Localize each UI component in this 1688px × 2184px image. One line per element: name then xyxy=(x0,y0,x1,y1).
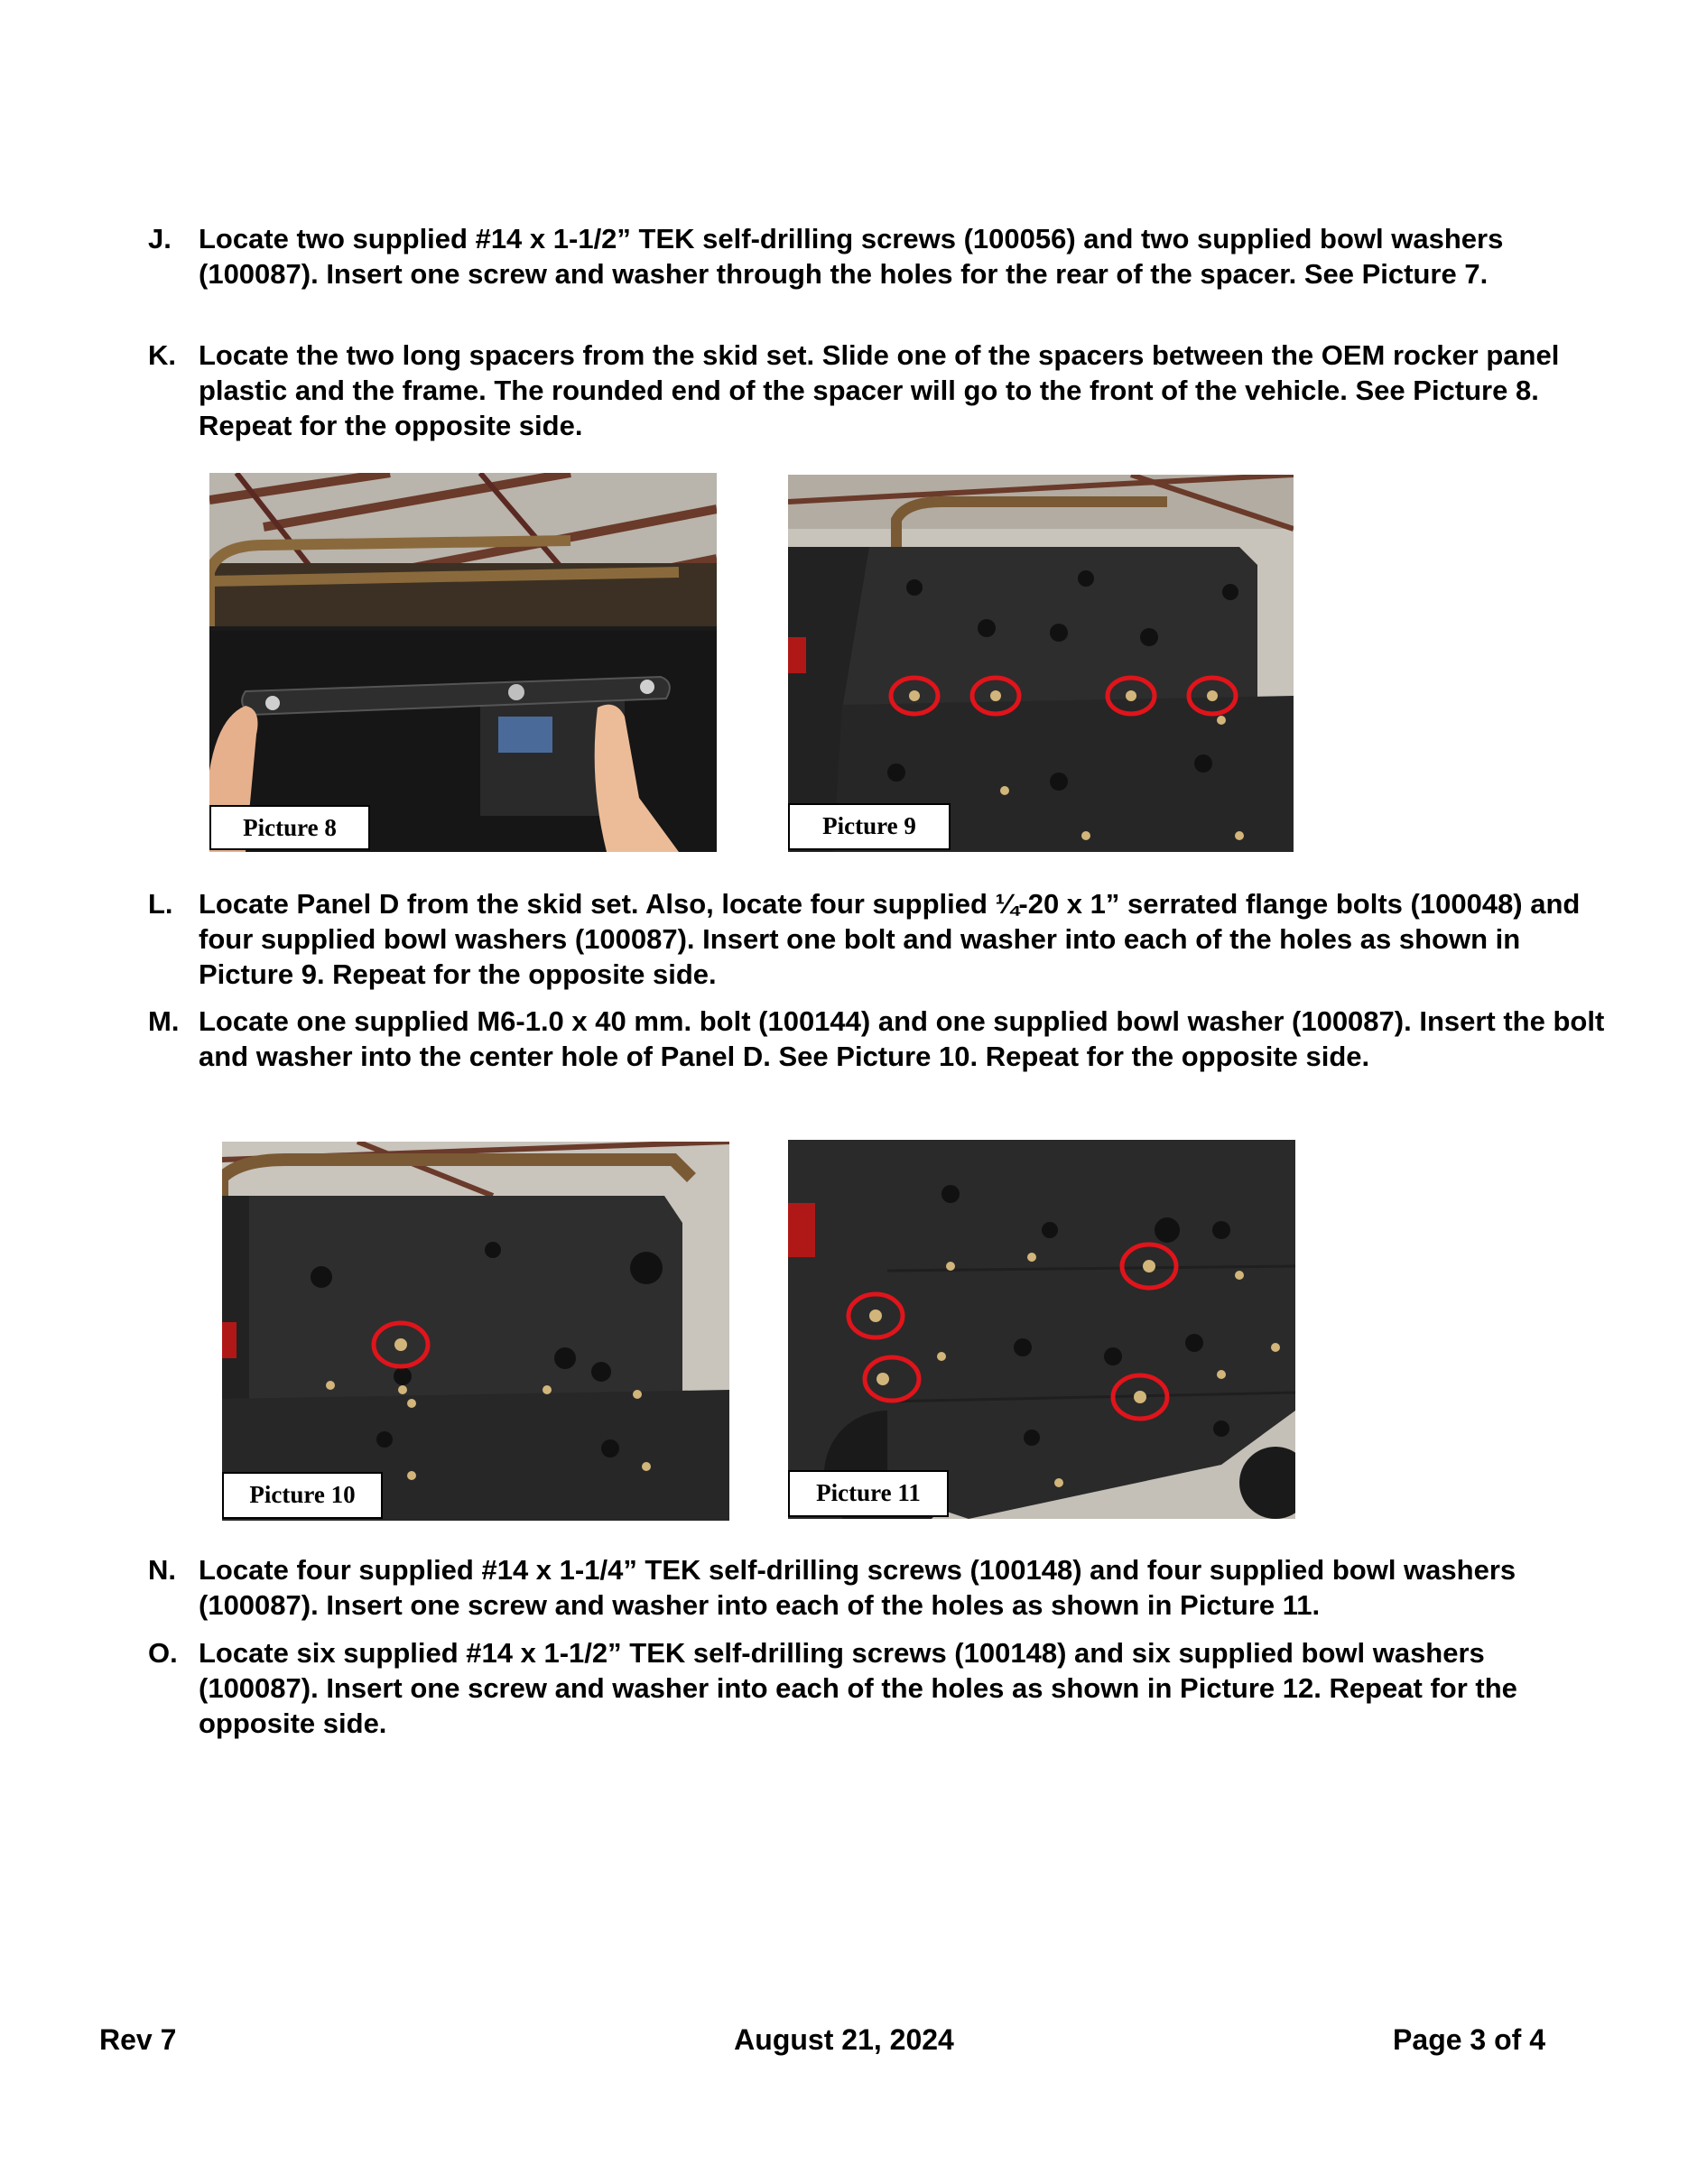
picture-caption: Picture 11 xyxy=(788,1470,949,1517)
picture-8-photo xyxy=(209,473,717,852)
picture-caption: Picture 10 xyxy=(222,1472,383,1519)
step-k xyxy=(148,338,1610,443)
step-n xyxy=(148,1552,1610,1623)
step-letter: J. xyxy=(148,223,172,254)
footer-revision: Rev 7 xyxy=(99,2023,177,2056)
step-letter: K. xyxy=(148,339,176,371)
step-text: Locate six supplied #14 x 1-1/2” TEK self-drilling screws (100148) and six supplied bowl washers (100087). Insert one screw and washer into each of the holes as shown in Picture 12. Repeat for the opposite side. xyxy=(199,1637,1517,1739)
step-l xyxy=(148,886,1610,992)
step-j xyxy=(148,221,1610,292)
step-letter: M. xyxy=(148,1005,180,1037)
footer-page-number: Page 3 of 4 xyxy=(1393,2023,1545,2056)
step-m xyxy=(148,1004,1610,1074)
picture-9-photo xyxy=(788,475,1294,852)
step-letter: O. xyxy=(148,1637,178,1669)
footer-date: August 21, 2024 xyxy=(734,2023,954,2056)
picture-11-photo xyxy=(788,1140,1295,1519)
step-o xyxy=(148,1635,1610,1741)
picture-caption: Picture 9 xyxy=(788,803,951,850)
step-text: Locate four supplied #14 x 1-1/4” TEK self-drilling screws (100148) and four supplied bowl washers (100087). Insert one screw and washer into each of the holes as shown in Picture 11. xyxy=(199,1554,1516,1621)
picture-caption: Picture 8 xyxy=(209,805,370,850)
picture-10-photo xyxy=(222,1142,729,1521)
step-text: Locate one supplied M6-1.0 x 40 mm. bolt (100144) and one supplied bowl washer (100087). Insert the bolt and washer into the center hole of Panel D. See Picture 10. Repeat for the opposite side. xyxy=(199,1005,1605,1072)
step-letter: N. xyxy=(148,1554,176,1586)
step-letter: L. xyxy=(148,888,173,920)
step-text: Locate the two long spacers from the skid set. Slide one of the spacers between the OEM rocker panel plastic and the frame. The rounded end of the spacer will go to the front of the vehicle. See Picture 8. Repeat for the opposite side. xyxy=(199,339,1560,441)
step-text: Locate Panel D from the skid set. Also, locate four supplied ¼-20 x 1” serrated flange bolts (100048) and four supplied bowl washers (100087). Insert one bolt and washer into each of the holes as shown in Picture 9. Repeat for the opposite side. xyxy=(199,888,1581,990)
step-text: Locate two supplied #14 x 1-1/2” TEK self-drilling screws (100056) and two supplied bowl washers (100087). Insert one screw and washer through the holes for the rear of the spacer. See Picture 7. xyxy=(199,223,1504,290)
